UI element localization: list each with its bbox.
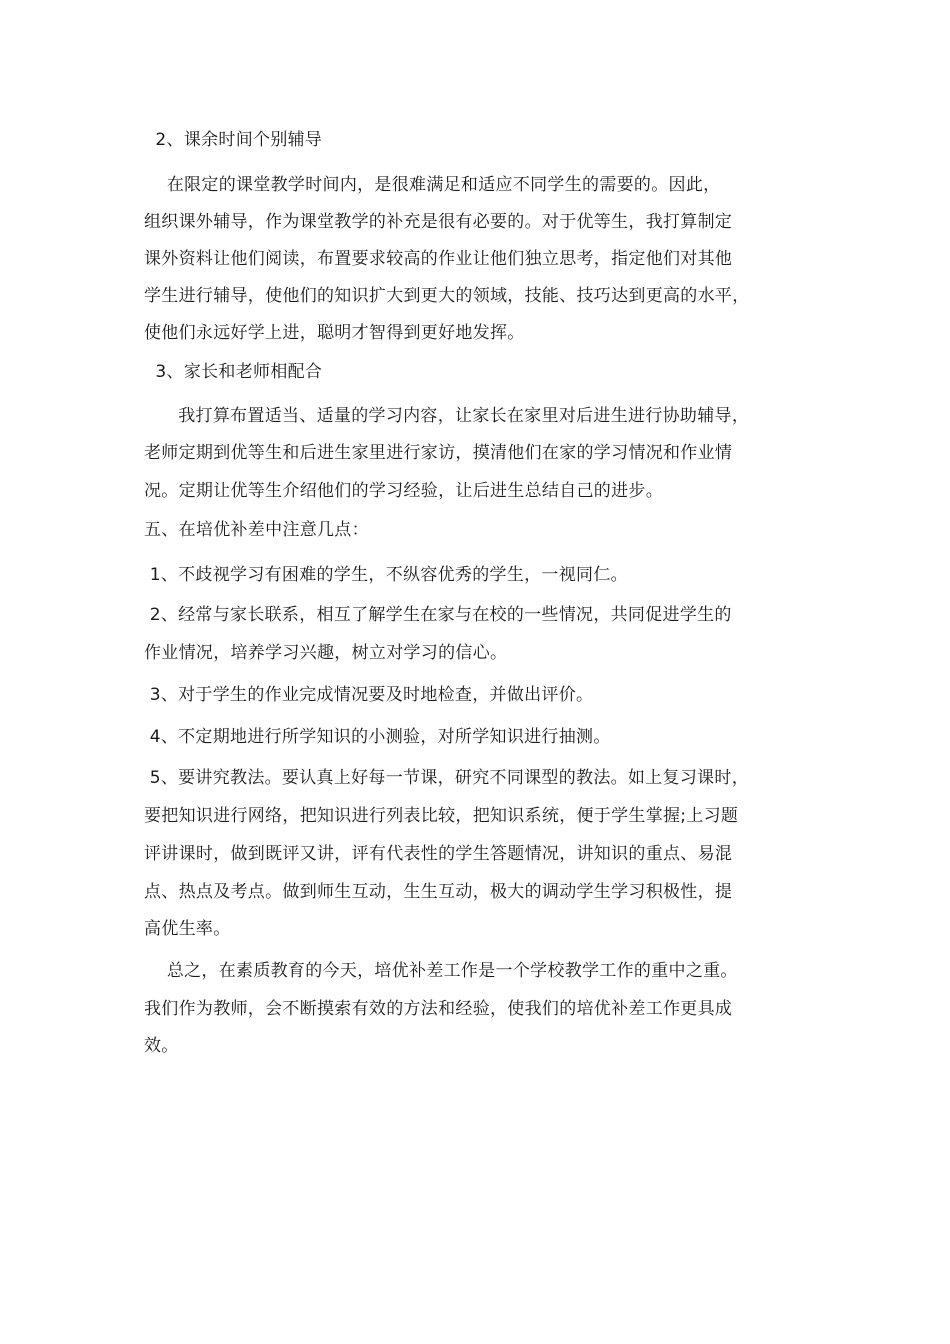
- paragraph-line: 学生进行辅导，使他们的知识扩大到更大的领域，技能、技巧达到更高的水平，: [144, 286, 750, 306]
- list-item: 1、不歧视学习有困难的学生，不纵容优秀的学生，一视同仁。: [144, 565, 628, 585]
- paragraph-line: 课外资料让他们阅读，布置要求较高的作业让他们独立思考，指定他们对其他: [144, 249, 733, 269]
- paragraph-line: 要把知识进行网络，把知识进行列表比较，把知识系统，便于学生掌握;上习题: [144, 806, 739, 826]
- heading-parents-teachers: 3、家长和老师相配合: [144, 362, 323, 382]
- paragraph-line: 总之，在素质教育的今天，培优补差工作是一个学校教学工作的重中之重。: [144, 961, 738, 981]
- paragraph-line: 效。: [144, 1036, 179, 1056]
- paragraph-line: 我打算布置适当、适量的学习内容，让家长在家里对后进生进行协助辅导，: [144, 406, 750, 426]
- paragraph-line: 老师定期到优等生和后进生家里进行家访，摸清他们在家的学习情况和作业情: [144, 443, 733, 463]
- section-heading-five: 五、在培优补差中注意几点：: [144, 520, 369, 540]
- paragraph-line: 在限定的课堂教学时间内，是很难满足和适应不同学生的需要的。因此，: [144, 175, 721, 195]
- paragraph-line: 点、热点及考点。做到师生互动，生生互动，极大的调动学生学习积极性，提: [144, 882, 733, 902]
- paragraph-line: 作业情况，培养学习兴趣，树立对学习的信心。: [144, 643, 508, 663]
- paragraph-line: 我们作为教师，会不断摸索有效的方法和经验，使我们的培优补差工作更具成: [144, 999, 733, 1019]
- list-item: 3、对于学生的作业完成情况要及时地检查，并做出评价。: [144, 685, 594, 705]
- paragraph-line: 高优生率。: [144, 919, 231, 939]
- paragraph-line: 组织课外辅导，作为课堂教学的补充是很有必要的。对于优等生，我打算制定: [144, 212, 733, 232]
- paragraph-line: 况。定期让优等生介绍他们的学习经验，让后进生总结自己的进步。: [144, 481, 663, 501]
- paragraph-line: 评讲课时，做到既评又讲，评有代表性的学生答题情况，讲知识的重点、易混: [144, 844, 733, 864]
- list-item: 2、经常与家长联系，相互了解学生在家与在校的一些情况，共同促进学生的: [144, 605, 732, 625]
- list-item: 5、要讲究教法。要认真上好每一节课，研究不同课型的教法。如上复习课时，: [144, 768, 750, 788]
- paragraph-line: 使他们永远好学上进，聪明才智得到更好地发挥。: [144, 323, 525, 343]
- heading-tutoring-outside-class: 2、课余时间个别辅导: [144, 130, 323, 150]
- list-item: 4、不定期地进行所学知识的小测验，对所学知识进行抽测。: [144, 727, 611, 747]
